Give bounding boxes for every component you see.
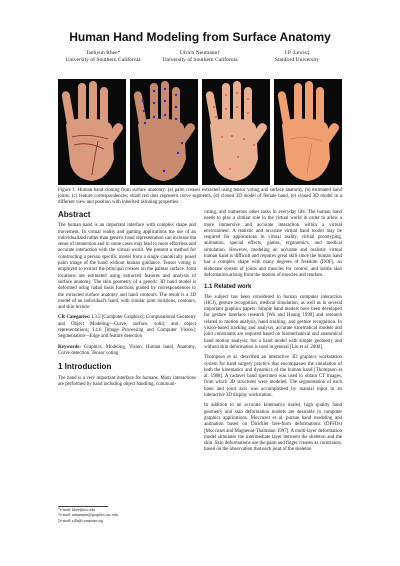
intro-text: The hand is a very important interface for humans. Many interactions are performed by hand including object handling, communi-: [58, 375, 196, 387]
intro-heading: 1 Introduction: [58, 362, 112, 372]
author-name: J.P. Lewis‡: [284, 50, 310, 56]
author-affiliation: Stanford University: [274, 57, 320, 63]
figure-caption: Figure 1: Human hand cloning from surface anatomy: (a) palm creases extracted using tensor voting and surface anatomy, (b) estimated hand joints, (c) feature correspondences; small red dots represent curve segments, (d) cloned 3D model of female hand, (e) cloned 3D model in a different view and position with inherited skinning properties.: [58, 188, 342, 206]
author-3: [252, 50, 342, 64]
related-para-1: The subject has been considered in human computer interaction (HCI), gesture recognition, medical simulation, as well as in several important graphics papers. Simple hand models have been developed for gesture interface research [Wu and Huang 1999] and research related to motion analysis, hand tracking, and gesture recognition. In vision-based tracking and analysis, accurate kinematical models and joint constraints are required based on biomechanical and anatomical hand motion analysis; but a hand model with simple geometry and without skin deformation is used in general [Lin et al. 2000].: [204, 294, 342, 350]
author-2: [150, 50, 250, 64]
cr-label: CR Categories:: [58, 315, 91, 321]
author-affiliation: University of Southern California: [162, 57, 238, 63]
keywords-text: Graphics, Modeling, Vision, Human hand, Anatomy, Curve detection, Tensor voting: [58, 344, 197, 356]
right-column: [204, 210, 342, 458]
footnote-1: *e-mail: trhee@usc.edu: [58, 508, 96, 512]
author-affiliation: University of Southern California: [65, 57, 141, 63]
panel-c-feature-correspondences: [202, 79, 270, 185]
author-name: Taehyun Rhee*: [85, 50, 121, 56]
footnote-rule: [58, 506, 108, 507]
keywords-label: Keywords:: [58, 344, 81, 350]
author-block: [0, 50, 400, 74]
footnote-3: ‡e-mail: zilla@computer.org: [58, 518, 103, 523]
footnote-2: †e-mail: uneumann@graphics.usc.edu: [58, 513, 118, 518]
panel-b-hand-joints: [130, 79, 198, 185]
related-para-3: In addition to an accurate kinematics model, high quality hand geometry and skin deformation models are desirable in computer graphics applications. Moccozet et al. pursue hand modeling and animation based on Dirichlet free-form deformations (DFFDs) [Moccozet and Magnenat-Thalmann 1997]. A multi-layer deformation model simulates the intermediate layer between the skeleton and the skin. Skin deformations use the palm and finger creases as constraints, based on the observation that each joint of the skeleton: [204, 403, 342, 453]
panel-d-cloned-model: [274, 79, 342, 185]
cr-text: I.3.5 [Computer Graphics]: Computational Geometry and Object Modeling—Curve, surface, solid, and object representations; I.4.6 [Image Processing and Computer Vision]: Segmentation—Edge and feature detection: [58, 315, 197, 340]
cr-categories: [58, 315, 196, 340]
abstract-heading: Abstract: [58, 210, 91, 219]
related-para-2: Thompson et al. described an interactive 3D graphics workstation system for hand surgery practice that encompasses the simulation of both the kinematics and dynamics of the human hand [Thompson et al. 1988]. A cadaver hand specimen was used to obtain CT images, from which 3D structures were modeled. The segmentation of each bone and joint axis was accomplished by manual input in an interactive 3D display workstation.: [204, 355, 342, 399]
intro-continued: cating, and numerous other tasks in everyday life. The human hand needs to play a similar role in the virtual world in order to allow a more immersive and accurate interaction within a virtual environment. A realistic and accurate virtual hand model may be required for applications in virtual reality, virtual prototyping, animation, special effects, games, ergonomics, and medical simulation. However, modeling an accurate and realistic virtual human hand is difficult and requires great skill since the human hand has a complex shape with many degrees of freedom (DOF), an elaborate system of joints and muscles for control, and subtle skin deformation arising from the motion of muscles and tendons.: [204, 210, 342, 278]
author-name: Ulrich Neumann†: [179, 50, 221, 56]
left-column: [58, 210, 196, 392]
abstract-text: The human hand is an important interface with complex shape and movement. In virtual reality and gaming applications the use of an individualized rather than generic hand representation can increase the sense of immersion and in some cases may lead to more effortless and accurate interaction with the virtual world. We present a method for constructing a person specific model from a single canonically posed palm image of the hand without human guidance. Tensor voting is employed to extract the principal creases on the palmar surface. Joint locations are estimated using extracted features and analysis of surface anatomy. The skin geometry of a generic 3D hand model is deformed using radial basis functions guided by correspondences to the extracted surface anatomy and hand contours. The result is a 3D model of an individual's hand, with similar joint locations, contours, and skin texture.: [58, 223, 196, 311]
author-1: [58, 50, 148, 64]
related-work-heading: 1.1 Related work: [204, 284, 252, 291]
footnotes: [58, 506, 196, 524]
paper-title: Human Hand Modeling from Surface Anatomy: [69, 30, 331, 44]
panel-a-palm-creases: [58, 79, 126, 185]
figure-1: [58, 79, 342, 185]
keywords: [58, 345, 196, 358]
